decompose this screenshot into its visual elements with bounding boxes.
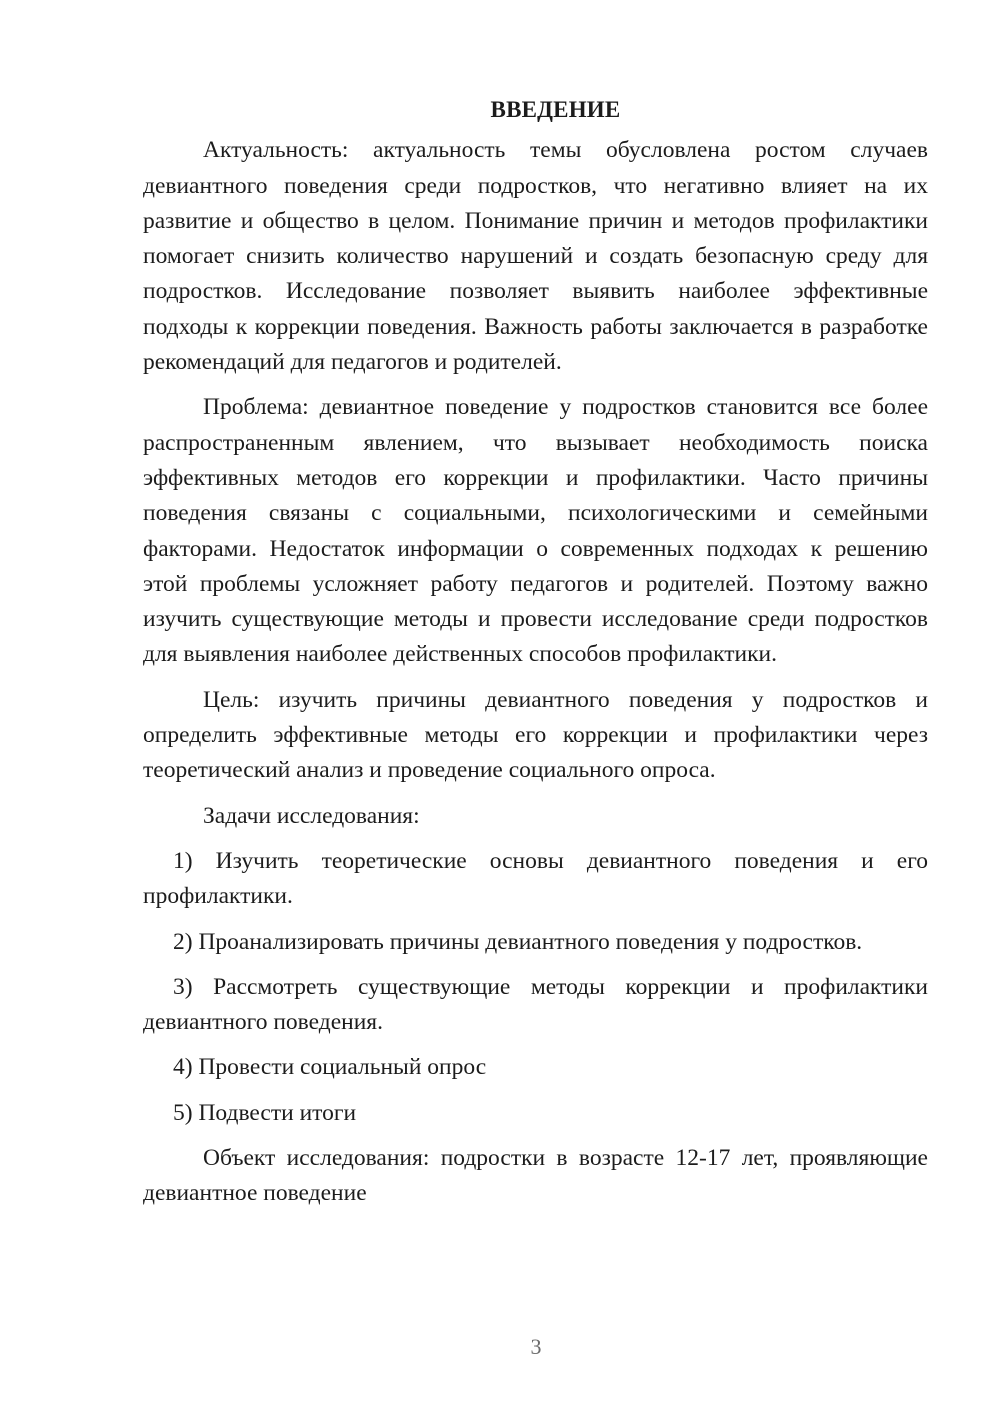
page-content — [143, 92, 928, 1222]
problem-paragraph: Проблема: девиантное поведение у подростков становится все более распространенным явлением, что вызывает необходимость поиска эффективных методов его коррекции и профилактики. Часто причины поведения связаны с социальными, психологическими и семейными факторами. Недостаток информации о современных подходах к решению этой проблемы усложняет работу педагогов и родителей. Поэтому важно изучить существующие методы и провести исследование среди подростков для выявления наиболее действенных способов профилактики. — [143, 394, 928, 668]
task-item-4: 4) Провести социальный опрос — [173, 1054, 487, 1081]
task-item-2: 2) Проанализировать причины девиантного поведения у подростков. — [173, 928, 863, 955]
goal-paragraph: Цель: изучить причины девиантного поведения у подростков и определить эффективные методы его коррекции и профилактики через теоретический анализ и проведение социального опроса. — [143, 686, 928, 784]
task-item-3: 3) Рассмотреть существующие методы коррекции и профилактики девиантного поведения. — [143, 973, 928, 1036]
tasks-label: Задачи исследования: — [203, 802, 420, 829]
relevance-paragraph: Актуальность: актуальность темы обусловлена ростом случаев девиантного поведения среди подростков, что негативно влияет на их развитие и общество в целом. Понимание причин и методов профилактики помогает снизить количество нарушений и создать безопасную среду для подростков. Исследование позволяет выявить наиболее эффективные подходы к коррекции поведения. Важность работы заключается в разработке рекомендаций для педагогов и родителей. — [143, 137, 928, 376]
object-paragraph: Объект исследования: подростки в возрасте 12-17 лет, проявляющие девиантное поведение — [143, 1145, 928, 1207]
task-item-5: 5) Подвести итоги — [173, 1099, 357, 1126]
task-item-1: 1) Изучить теоретические основы девиантного поведения и его профилактики. — [143, 847, 928, 910]
section-heading: ВВЕДЕНИЕ — [490, 97, 621, 122]
page-number: 3 — [530, 1334, 542, 1359]
